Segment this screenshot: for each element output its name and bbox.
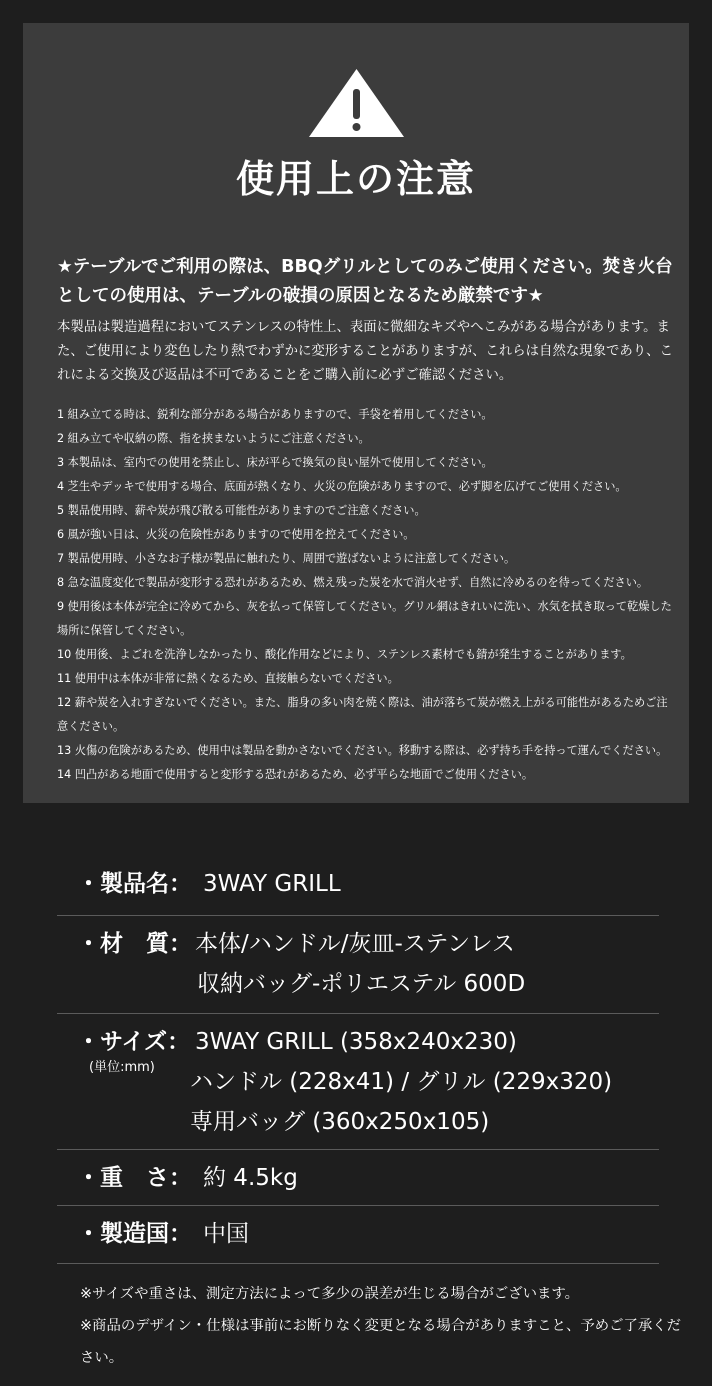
spec-value-size-line: 専用バッグ (360x250x105): [190, 1109, 490, 1135]
caution-title: 使用上の注意: [235, 157, 476, 201]
caution-item: 11 使用中は本体が非常に熱くなるため、直接触らないでください。: [57, 672, 399, 685]
spec-table: [57, 856, 659, 1264]
spec-label-weight: ・重 さ：: [77, 1165, 192, 1191]
disclaimer-list: [80, 1278, 690, 1374]
caution-item: 4 芝生やデッキで使用する場合、底面が熱くなり、火災の危険がありますので、必ず脚を広げてご使用ください。: [57, 480, 627, 493]
caution-list: [57, 403, 677, 787]
caution-item: 2 組み立てや収納の際、指を挟まないようにご注意ください。: [57, 432, 370, 445]
caution-item: 9 使用後は本体が完全に冷めてから、灰を払って保管してください。グリル網はきれいに洗い、水気を拭き取って乾燥した場所に保管してください。: [57, 600, 672, 637]
spec-row-weight: [57, 1150, 659, 1206]
caution-item: 6 風が強い日は、火災の危険性がありますので使用を控えてください。: [57, 528, 415, 541]
spec-row-origin: [57, 1206, 659, 1264]
disclaimer-item: ※サイズや重さは、測定方法によって多少の誤差が生じる場合がございます。: [80, 1286, 580, 1302]
product-characteristics-notice: 本製品は製造過程においてステンレスの特性上、表面に微細なキズやへこみがある場合があります。また、ご使用により変色したり熱でわずかに変形することがありますが、これらは自然な現象であり、これによる交換及び返品は不可であることをご購入前に必ずご確認ください。: [57, 320, 673, 383]
spec-value-product-name: 3WAY GRILL: [203, 871, 341, 897]
warning-triangle-icon: [309, 69, 404, 137]
caution-item: 5 製品使用時、薪や炭が飛び散る可能性がありますのでご注意ください。: [57, 504, 426, 517]
spec-value-material-line: 収納バッグ-ポリエステル 600D: [197, 971, 526, 997]
caution-item: 13 火傷の危険があるため、使用中は製品を動かさないでください。移動する際は、必ず持ち手を持って運んでください。: [57, 744, 668, 757]
table-use-warning: ★テーブルでご利用の際は、BBQグリルとしてのみご使用ください。焚き火台としての使用は、テーブルの破損の原因となるため厳禁です★: [57, 257, 673, 306]
spec-label-size: ・サイズ：: [77, 1029, 191, 1055]
caution-item: 3 本製品は、室内での使用を禁止し、床が平らで換気の良い屋外で使用してください。: [57, 456, 493, 469]
spec-row-product-name: [57, 856, 659, 916]
spec-label-product-name: ・製品名：: [77, 871, 192, 897]
spec-value-weight: 約 4.5kg: [203, 1165, 298, 1191]
spec-value-size-line: ハンドル (228x41) / グリル (229x320): [190, 1069, 613, 1095]
spec-value-origin: 中国: [203, 1221, 249, 1247]
spec-label-origin: ・製造国：: [77, 1221, 192, 1247]
spec-value-size-line: 3WAY GRILL (358x240x230): [195, 1029, 517, 1055]
spec-values-material: [195, 924, 525, 1004]
spec-unit-size: (単位:mm): [89, 1060, 155, 1075]
spec-row-size: [57, 1014, 659, 1150]
disclaimer-item: ※商品のデザイン・仕様は事前にお断りなく変更となる場合がありますこと、予めご了承ください。: [80, 1318, 682, 1366]
caution-item: 12 薪や炭を入れすぎないでください。また、脂身の多い肉を焼く際は、油が落ちて炭が燃え上がる可能性があるためご注意ください。: [57, 696, 668, 733]
spec-label-material: ・材 質：: [77, 931, 192, 957]
caution-item: 8 急な温度変化で製品が変形する恐れがあるため、燃え残った炭を水で消火せず、自然に冷めるのを待ってください。: [57, 576, 649, 589]
spec-row-material: [57, 916, 659, 1014]
spec-values-size: [190, 1022, 612, 1142]
caution-item: 14 凹凸がある地面で使用すると変形する恐れがあるため、必ず平らな地面でご使用ください。: [57, 768, 534, 781]
spec-value-material-line: 本体/ハンドル/灰皿-ステンレス: [195, 931, 515, 957]
caution-item: 1 組み立てる時は、鋭利な部分がある場合がありますので、手袋を着用してください。: [57, 408, 493, 421]
caution-item: 10 使用後、よごれを洗浄しなかったり、酸化作用などにより、ステンレス素材でも錆が発生することがあります。: [57, 648, 632, 661]
caution-item: 7 製品使用時、小さなお子様が製品に触れたり、周囲で遊ばないように注意してください。: [57, 552, 516, 565]
